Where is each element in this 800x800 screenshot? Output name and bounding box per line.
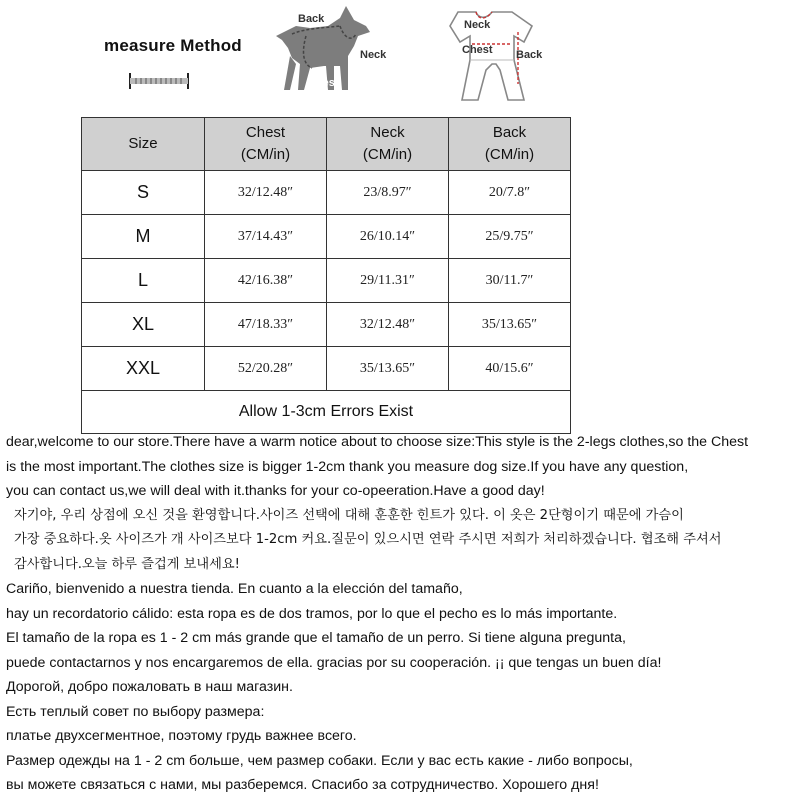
- header-chest-unit: (CM/in): [240, 146, 291, 163]
- table-row: [82, 303, 571, 347]
- header-back-label: Back: [492, 124, 527, 141]
- cloth-chest-label: Chest: [462, 44, 493, 56]
- notice-ru-line: Дорогой, добро пожаловать в наш магазин.: [6, 679, 293, 695]
- notice-en-line: is the most important.The clothes size is bigger 1-2cm thank you measure dog size.If you have any question,: [6, 458, 689, 475]
- header-neck: [327, 118, 449, 171]
- dog-back-label: Back: [298, 13, 325, 25]
- row-size: M: [82, 215, 205, 259]
- dog-chest-label: Chest: [308, 77, 339, 89]
- row-size: L: [82, 259, 205, 303]
- row-back: 25/9.75″: [449, 215, 571, 259]
- notice-ko-line: 가장 중요하다.옷 사이즈가 개 사이즈보다 1-2cm 커요.질문이 있으시면 연락 주시면 저희가 처리하겠습니다. 협조해 주셔서: [14, 532, 722, 547]
- cloth-back-label: Back: [516, 49, 543, 61]
- notice-es-line: Cariño, bienvenido a nuestra tienda. En cuanto a la elección del tamaño,: [6, 581, 463, 597]
- row-neck: 32/12.48″: [327, 303, 449, 347]
- header-back: [449, 118, 571, 171]
- table-row: [82, 171, 571, 215]
- row-neck: 26/10.14″: [327, 215, 449, 259]
- table-row: [82, 259, 571, 303]
- cloth-neck-label: Neck: [464, 19, 491, 31]
- header-chest: [205, 118, 327, 171]
- notice-ru-line: вы можете связаться с нами, мы разберемся. Спасибо за сотрудничество. Хорошего дня!: [6, 777, 599, 793]
- table-row: [82, 215, 571, 259]
- header-size: Size: [82, 118, 205, 171]
- header-chest-label: Chest: [245, 124, 286, 141]
- row-size: XXL: [82, 347, 205, 391]
- row-neck: 29/11.31″: [327, 259, 449, 303]
- row-neck: 23/8.97″: [327, 171, 449, 215]
- notice-ru-line: платье двухсегментное, поэтому грудь важнее всего.: [6, 728, 357, 744]
- notice-es-line: El tamaño de la ropa es 1 - 2 cm más grande que el tamaño de un perro. Si tiene alguna pregunta,: [6, 630, 626, 646]
- row-chest: 47/18.33″: [205, 303, 327, 347]
- error-tolerance-note: Allow 1-3cm Errors Exist: [82, 391, 571, 434]
- size-notice: [6, 430, 796, 798]
- table-row: [82, 347, 571, 391]
- notice-en-line: you can contact us,we will deal with it.thanks for your co-opeeration.Have a good day!: [6, 483, 545, 499]
- measure-method-title: measure Method: [104, 36, 242, 55]
- notice-en-line: dear,welcome to our store.There have a warm notice about to choose size:This style is the 2-legs clothes,so the Chest: [6, 434, 749, 450]
- notice-ru-line: Размер одежды на 1 - 2 cm больше, чем размер собаки. Если у вас есть какие - либо вопросы,: [6, 752, 633, 769]
- row-chest: 37/14.43″: [205, 215, 327, 259]
- clothing-measure-figure: [420, 4, 550, 109]
- row-chest: 32/12.48″: [205, 171, 327, 215]
- header-neck-unit: (CM/in): [362, 146, 413, 163]
- notice-ko-line: 감사합니다.오늘 하루 즐겁게 보내세요!: [14, 556, 240, 572]
- row-back: 35/13.65″: [449, 303, 571, 347]
- size-chart-table: [81, 117, 571, 434]
- table-footer-row: [82, 391, 571, 434]
- notice-es-line: puede contactarnos y nos encargaremos de ella. gracias por su cooperación. ¡¡ que tengas un buen día!: [6, 654, 662, 671]
- row-size: XL: [82, 303, 205, 347]
- row-chest: 52/20.28″: [205, 347, 327, 391]
- row-size: S: [82, 171, 205, 215]
- row-neck: 35/13.65″: [327, 347, 449, 391]
- ruler-icon: [128, 72, 190, 90]
- table-header-row: [82, 118, 571, 171]
- row-back: 30/11.7″: [449, 259, 571, 303]
- dog-neck-label: Neck: [360, 49, 387, 61]
- notice-ko-line: 자기야, 우리 상점에 오신 것을 환영합니다.사이즈 선택에 대해 훈훈한 힌트가 있다. 이 옷은 2단형이기 때문에 가슴이: [14, 507, 684, 523]
- header-neck-label: Neck: [370, 124, 405, 141]
- header-back-unit: (CM/in): [484, 146, 535, 163]
- row-back: 40/15.6″: [449, 347, 571, 391]
- notice-ru-line: Есть теплый совет по выбору размера:: [6, 703, 265, 720]
- row-back: 20/7.8″: [449, 171, 571, 215]
- row-chest: 42/16.38″: [205, 259, 327, 303]
- notice-es-line: hay un recordatorio cálido: esta ropa es de dos tramos, por lo que el pecho es lo más importante.: [6, 605, 618, 622]
- dog-measure-figure: [262, 4, 402, 104]
